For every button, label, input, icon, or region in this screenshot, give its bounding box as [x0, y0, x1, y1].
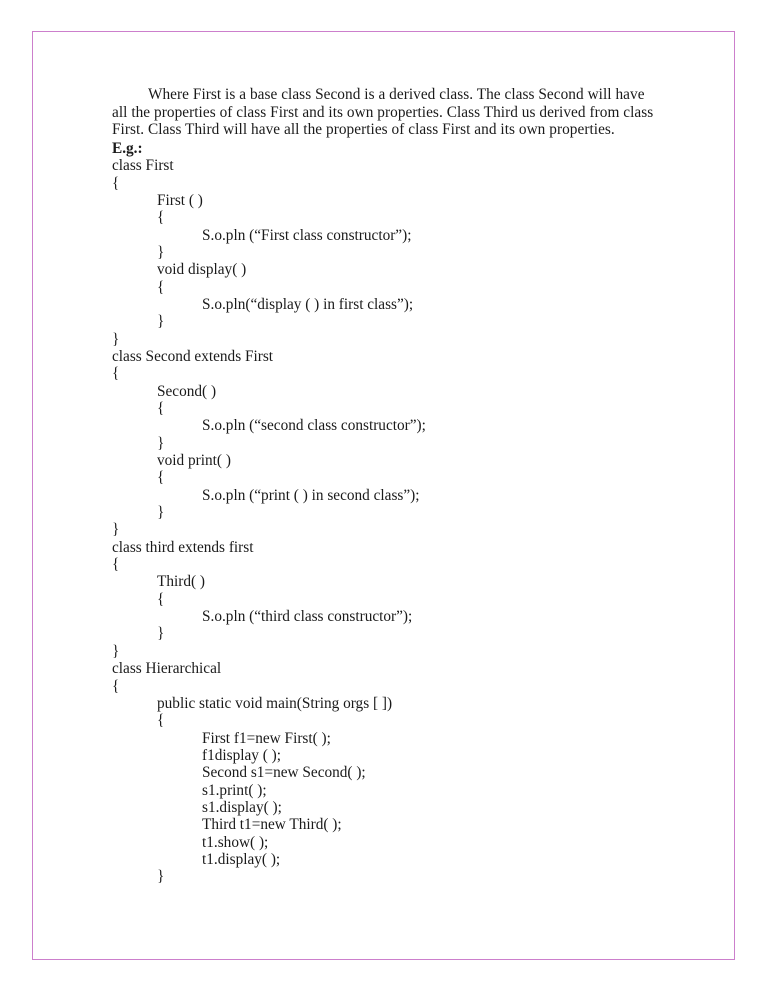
- code-line: {: [157, 278, 165, 296]
- code-line: }: [157, 243, 165, 261]
- code-line: class Second extends First: [112, 347, 274, 365]
- code-line: First f1=new First( );: [202, 729, 331, 747]
- code-line: }: [112, 330, 120, 348]
- code-line: Third t1=new Third( );: [202, 816, 342, 834]
- code-line: }: [157, 625, 165, 643]
- intro-paragraph: Where First is a base class Second is a derived class. The class Second will have all the properties of class First and its own properties. Class Third us derived from class First. Class Third will have all the properties of class First and its own properties.: [112, 86, 654, 139]
- code-line: void print( ): [157, 452, 231, 470]
- code-line: s1.print( );: [202, 781, 267, 799]
- code-line: f1display ( );: [202, 746, 282, 764]
- code-line: Third( ): [157, 573, 205, 591]
- code-line: }: [112, 521, 120, 539]
- code-line: }: [112, 642, 120, 660]
- code-line: }: [157, 868, 165, 886]
- code-line: class third extends first: [112, 538, 254, 556]
- code-line: S.o.pln(“display ( ) in first class”);: [202, 295, 414, 313]
- code-line: }: [157, 313, 165, 331]
- code-line: {: [157, 712, 165, 730]
- code-line: t1.show( );: [202, 833, 269, 851]
- code-line: }: [157, 434, 165, 452]
- code-line: public static void main(String orgs [ ]): [157, 694, 393, 712]
- code-line: S.o.pln (“third class constructor”);: [202, 608, 413, 626]
- code-line: Second( ): [157, 382, 217, 400]
- code-line: {: [112, 556, 120, 574]
- code-line: S.o.pln (“second class constructor”);: [202, 417, 426, 435]
- code-line: void display( ): [157, 261, 247, 279]
- code-line: t1.display( );: [202, 850, 281, 868]
- code-line: {: [157, 209, 165, 227]
- code-line: s1.display( );: [202, 798, 282, 816]
- code-line: {: [157, 469, 165, 487]
- code-line: class First: [112, 157, 174, 175]
- code-line: S.o.pln (“print ( ) in second class”);: [202, 486, 420, 504]
- code-line: Second s1=new Second( );: [202, 764, 366, 782]
- example-label: E.g.:: [112, 139, 143, 157]
- code-line: {: [157, 400, 165, 417]
- code-line: {: [112, 677, 120, 695]
- code-line: S.o.pln (“First class constructor”);: [202, 226, 412, 244]
- code-line: {: [112, 365, 120, 383]
- document-content: [112, 86, 657, 886]
- code-line: {: [112, 174, 120, 192]
- code-line: class Hierarchical: [112, 660, 222, 678]
- code-line: }: [157, 504, 165, 522]
- code-line: {: [157, 590, 165, 608]
- code-listing: [112, 157, 657, 885]
- code-line: First ( ): [157, 191, 203, 209]
